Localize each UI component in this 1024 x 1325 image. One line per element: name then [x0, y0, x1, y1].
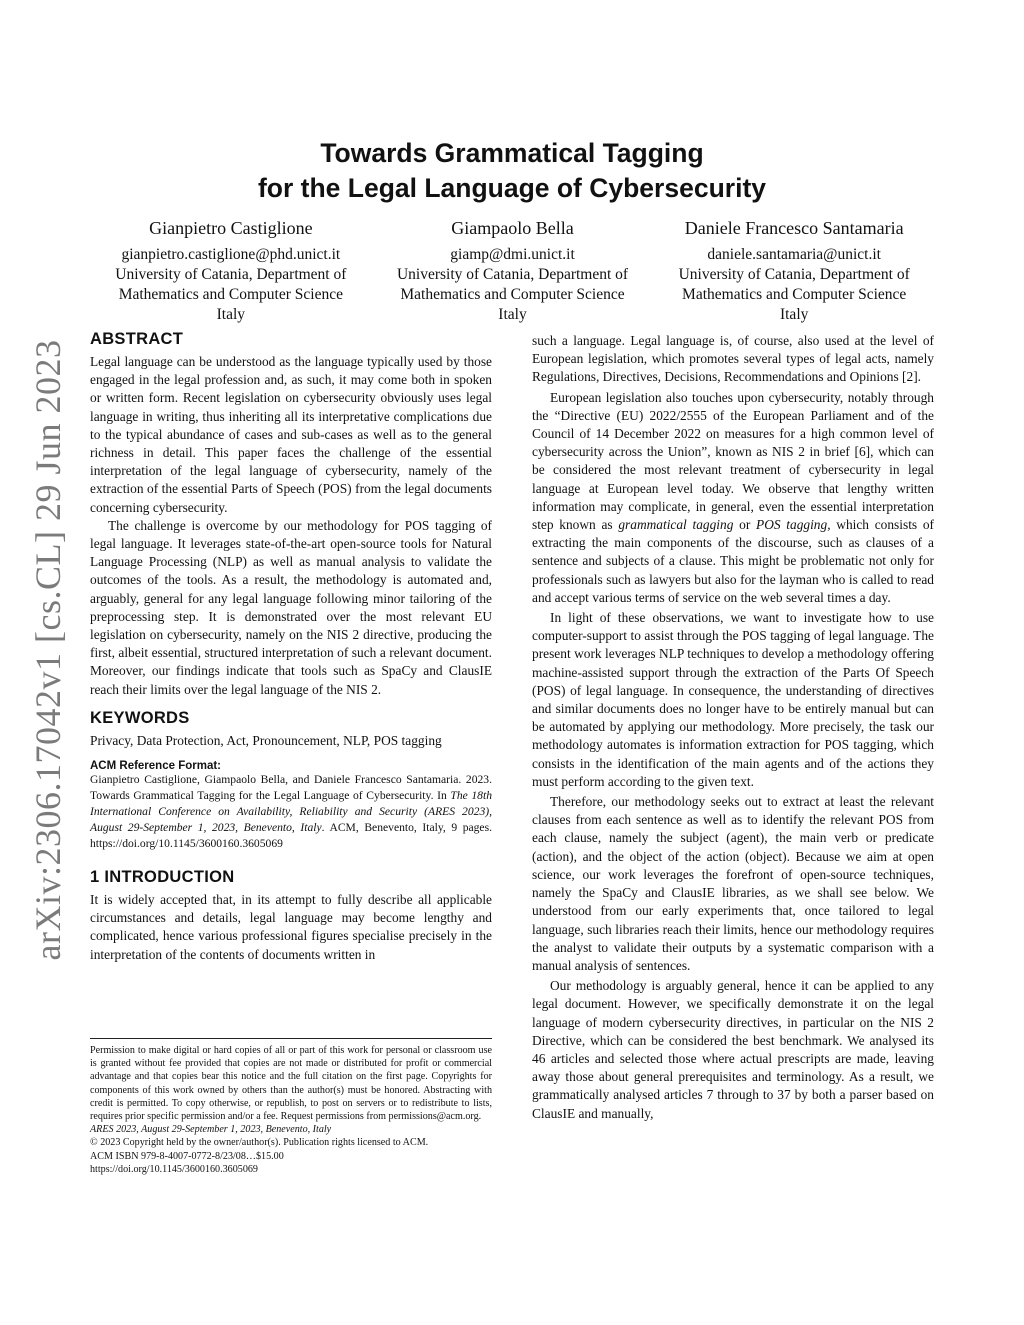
author-country: Italy — [216, 306, 246, 323]
term-grammatical-tagging: grammatical tagging — [618, 517, 734, 533]
keywords-heading: KEYWORDS — [90, 708, 190, 727]
right-paragraph-5: Our methodology is arguably general, hence it can be applied to any legal document. However, we specifically demonstrate it on the legal language of modern cybersecurity directives, in particular on the NIS 2 Directive, which can be considered the best benchmark. We analysed its 46 articles and selected those where actual prescripts are made, leaving away those about general prerequisites and terminology. As a result, we grammatically analysed articles 7 through to 37 by both a parser based on ClausIE and manually, — [532, 978, 934, 1121]
author-name: Giampaolo Bella — [451, 218, 574, 238]
right-paragraph-2-part-a: European legislation also touches upon cybersecurity, notably through the “Directive (EU) 2022/2555 of the European Parliament and of the Council of 14 December 2022 on measures for a high common level of cybersecurity across the Union”, known as NIS 2 in brief [6], which can be considered the most relevant treatment of cybersecurity in legal language at European level today. We observe that lengthy written information may complicate, in general, even the essential interpretation step known as — [532, 389, 934, 533]
author-affiliation-line1: University of Catania, Department of — [678, 266, 910, 283]
permission-footnote — [90, 1038, 492, 1176]
right-column — [532, 332, 934, 1123]
author-1 — [90, 216, 372, 325]
right-paragraph-2-part-b: , which consists of extracting the main components of the discourse, such as clauses of a sentence and subjects of a clause. This might be problematic not only for professionals such as lawyers but also for the layman who is called to read and accept various terms of service on the web several times a day. — [532, 517, 934, 605]
keywords-text: Privacy, Data Protection, Act, Pronouncement, NLP, POS tagging — [90, 732, 442, 748]
paper-title — [90, 136, 934, 206]
acm-reference-authors: Gianpietro Castiglione, Giampaolo Bella, and Daniele Francesco Santamaria. 2023. Towards Grammatical Tagging for the Legal Language of Cybersecurity. In — [90, 773, 492, 803]
author-email: gianpietro.castiglione@phd.unict.it — [121, 246, 341, 263]
footnote-conference: ARES 2023, August 29-September 1, 2023, Benevento, Italy — [90, 1124, 332, 1136]
introduction-heading: 1 INTRODUCTION — [90, 868, 235, 887]
author-affiliation-line2: Mathematics and Computer Science — [118, 286, 343, 303]
footnote-copyright: © 2023 Copyright held by the owner/author(s). Publication rights licensed to ACM. — [90, 1137, 429, 1149]
author-2 — [372, 216, 654, 325]
right-paragraph-2 — [532, 389, 934, 607]
author-name: Daniele Francesco Santamaria — [684, 218, 904, 238]
author-name: Gianpietro Castiglione — [149, 218, 313, 238]
right-paragraph-4: Therefore, our methodology seeks out to extract at least the relevant clauses from each sentence as well as to identify the relevant POS from each clause, namely the subject (agent), the main verb or predicate (action), and the object of the action (object). Because we aim at open science, our work leverages the forefront of open-source techniques, namely the SpaCy and ClausIE libraries, as we shall see below. We understood from our early experiments that, once tailored to legal language, such libraries reach their limits, hence our methodology requires the analyst to validate their outputs by a systematic comparison with a manual analysis of sentences. — [532, 794, 934, 973]
title-line-2: for the Legal Language of Cybersecurity — [257, 173, 767, 203]
author-affiliation-line1: University of Catania, Department of — [396, 266, 629, 283]
acm-reference-conference: The 18th International Conference on Availability, Reliability and Security (ARES 2023), August 29-September 1, 2023, Benevento, Italy — [90, 789, 492, 835]
acm-reference-text — [90, 772, 492, 852]
author-country: Italy — [779, 306, 809, 323]
right-paragraph-3: In light of these observations, we want to investigate how to use computer-support to assist through the POS tagging of legal language. The present work leverages NLP techniques to develop a methodology offering machine-assisted support through the extraction of the Parts Of Speech (POS) of legal language. In consequence, the understanding of directives and similar documents does no longer have to be entirely manual but can be automated by applying our methodology. More precisely, the task our methodology automates is information extraction for POS tagging, which consists in the identification of the main agents and of the actions they must perform according to the given text. — [532, 610, 934, 789]
author-country: Italy — [498, 306, 527, 323]
arxiv-stamp — [28, 339, 68, 961]
author-block — [90, 216, 935, 325]
author-affiliation-line2: Mathematics and Computer Science — [682, 286, 907, 303]
author-affiliation-line1: University of Catania, Department of — [115, 266, 347, 283]
author-email: giamp@dmi.unict.it — [450, 246, 575, 263]
introduction-paragraph-1: It is widely accepted that, in its attempt to fully describe all applicable circumstances and details, legal language may become lengthy and complicated, hence various professional figures specialise precisely in the interpretation of the contents of documents written in — [90, 892, 492, 962]
author-affiliation-line2: Mathematics and Computer Science — [400, 286, 625, 303]
footnote-doi: https://doi.org/10.1145/3600160.3605069 — [90, 1163, 258, 1175]
author-3 — [653, 216, 935, 325]
permission-text: Permission to make digital or hard copies of all or part of this work for personal or classroom use is granted without fee provided that copies are not made or distributed for profit or commercial advantage and that copies bear this notice and the full citation on the first page. Copyrights for components of this work owned by others than the author(s) must be honored. Abstracting with credit is permitted. To copy otherwise, or republish, to post on servers or to redistribute to lists, requires prior specific permission and/or a fee. Request permissions from permissions@acm.org. — [90, 1045, 492, 1123]
abstract-paragraph-1: Legal language can be understood as the language typically used by those engaged in the legal profession and, as such, it may come both in spoken or written form. Recent legislation on cybersecurity obviously uses legal language in writing, thus inheriting all its interpretative complications due to the typical abundance of cases and sub-cases as well as to the general richness in detail. This paper faces the challenge of the essential interpretation of the legal language of cybersecurity, namely of the extraction of the essential Parts of Speech (POS) from the legal documents concerning cybersecurity. — [90, 354, 492, 515]
right-paragraph-1: such a language. Legal language is, of course, also used at the level of European legislation, which promotes several types of legal acts, namely Regulations, Directives, Decisions, Recommendations and Opinions [2]. — [532, 333, 934, 385]
footnote-isbn: ACM ISBN 979-8-4007-0772-8/23/08…$15.00 — [90, 1150, 284, 1162]
author-email: daniele.santamaria@unict.it — [707, 246, 881, 263]
title-line-1: Towards Grammatical Tagging — [320, 138, 704, 168]
acm-reference-doi: . ACM, Benevento, Italy, 9 pages. https://doi.org/10.1145/3600160.3605069 — [90, 821, 492, 851]
abstract-paragraph-2: The challenge is overcome by our methodology for POS tagging of legal language. It leverages state-of-the-art open-source tools for Natural Language Processing (NLP) as well as manual analysis to validate the outcomes of the tools. As a result, the methodology is automated and, arguably, general for any legal language following minor tailoring of the preprocessing step. It is demonstrated over the most relevant EU legislation on cybersecurity, namely on the NIS 2 directive, producing the first, albeit essential, structured interpretation of such a relevant document. Moreover, our findings indicate that tools such as SpaCy and ClausIE reach their limits over the legal language of the NIS 2. — [90, 517, 492, 697]
arxiv-stamp-text: arXiv:2306.17042v1 [cs.CL] 29 Jun 2023 — [28, 339, 68, 961]
acm-reference-heading: ACM Reference Format: — [90, 760, 221, 773]
term-pos-tagging: POS tagging — [756, 517, 828, 533]
left-column — [90, 330, 492, 964]
right-paragraph-2-or: or — [733, 517, 757, 533]
abstract-heading: ABSTRACT — [90, 330, 184, 348]
